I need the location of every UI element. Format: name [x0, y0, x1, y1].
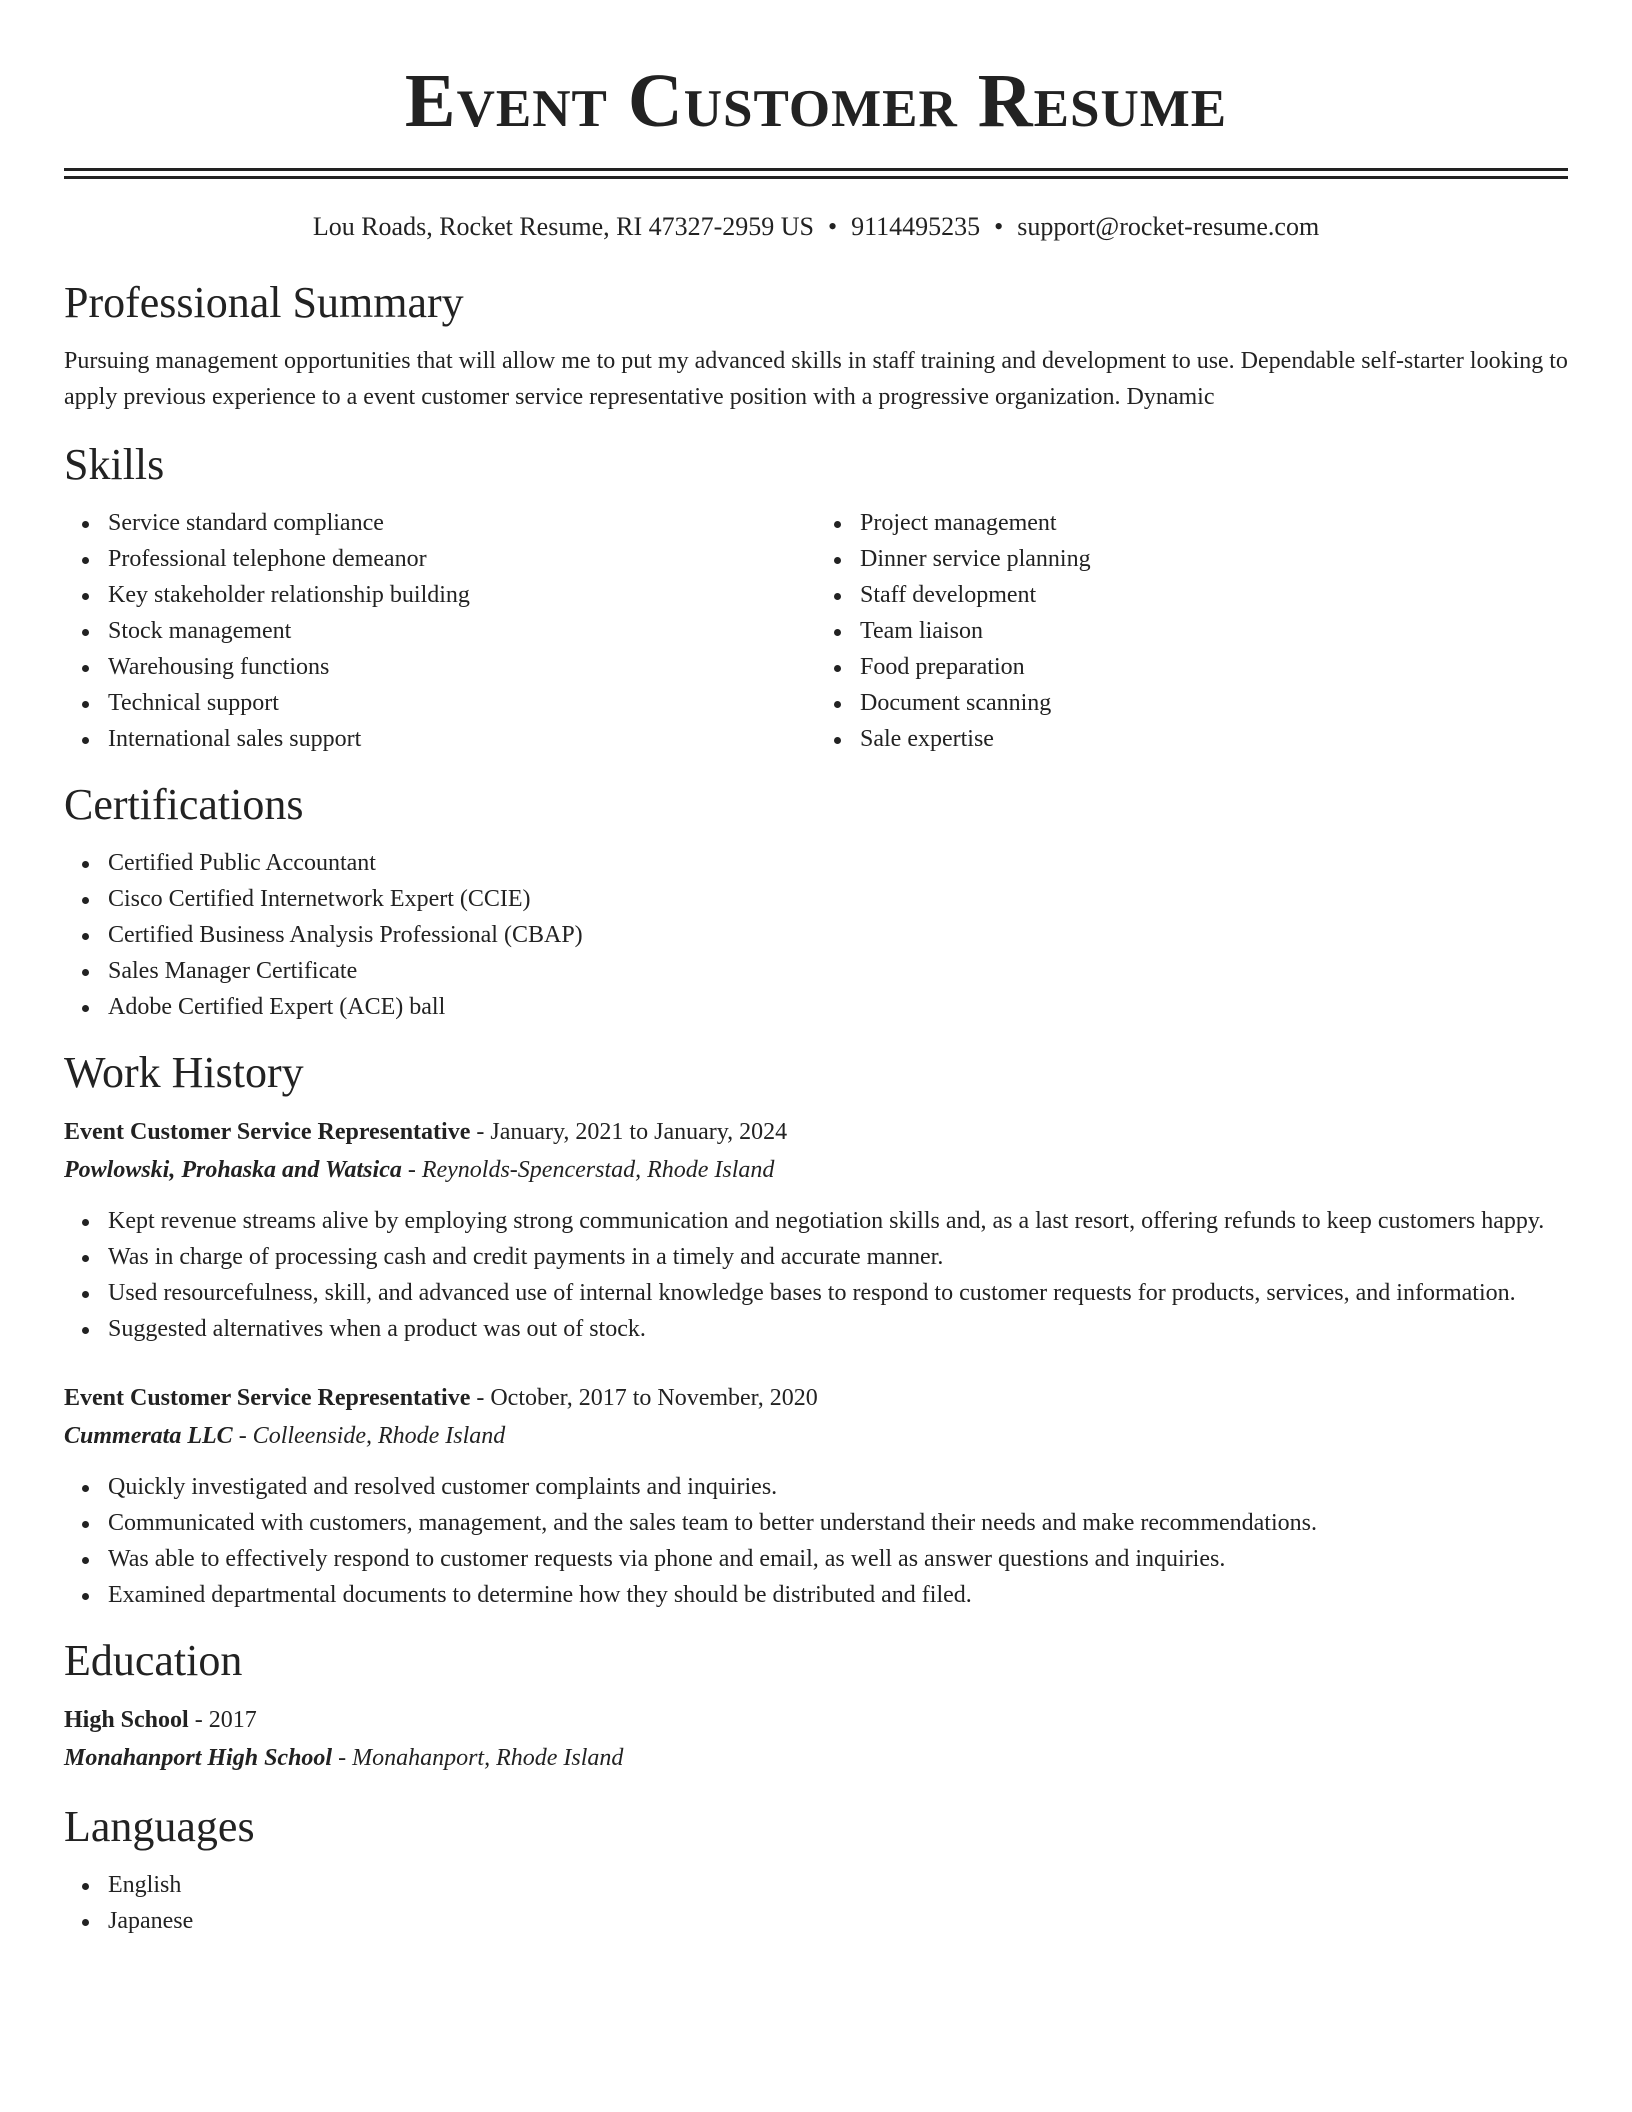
skills-heading: Skills [64, 440, 165, 489]
contact-line [64, 209, 1568, 245]
language-item: Japanese [108, 1903, 1568, 1939]
job-company-line [64, 1151, 1568, 1189]
skill-item: Stock management [108, 613, 816, 649]
skill-item: Service standard compliance [108, 505, 816, 541]
certifications-heading: Certifications [64, 780, 304, 829]
job-title-line [64, 1113, 1568, 1151]
job-duty: Quickly investigated and resolved customer complaints and inquiries. [108, 1469, 1568, 1505]
education-location: - Monahanport, Rhode Island [332, 1745, 624, 1771]
job-dates: - January, 2021 to January, 2024 [470, 1119, 788, 1145]
skill-item: Key stakeholder relationship building [108, 577, 816, 613]
education-school-line [64, 1739, 1568, 1777]
contact-email: support@rocket-resume.com [1017, 212, 1320, 241]
job-duties-list [64, 1469, 1568, 1613]
skill-item: Project management [860, 505, 1568, 541]
job-duty: Communicated with customers, management, and the sales team to better understand their needs and make recommendations. [108, 1505, 1568, 1541]
job-duty: Was able to effectively respond to customer requests via phone and email, as well as answer questions and inquiries. [108, 1541, 1568, 1577]
education-entry [64, 1701, 1568, 1777]
certification-item: Certified Business Analysis Professional (CBAP) [108, 917, 1568, 953]
job-entry [64, 1113, 1568, 1347]
skill-item: Dinner service planning [860, 541, 1568, 577]
job-company: Powlowski, Prohaska and Watsica [64, 1157, 402, 1183]
job-duty: Used resourcefulness, skill, and advanced use of internal knowledge bases to respond to customer requests for products, services, and information. [108, 1275, 1568, 1311]
job-role: Event Customer Service Representative [64, 1385, 471, 1411]
job-location: - Reynolds-Spencerstad, Rhode Island [401, 1157, 775, 1183]
summary-heading: Professional Summary [64, 278, 464, 327]
education-school: Monahanport High School [64, 1745, 333, 1771]
certifications-list [64, 845, 1568, 1025]
skill-item: Warehousing functions [108, 649, 816, 685]
language-item: English [108, 1867, 1568, 1903]
skill-item: Professional telephone demeanor [108, 541, 816, 577]
job-duty: Kept revenue streams alive by employing strong communication and negotiation skills and, as a last resort, offering refunds to keep customers happy. [108, 1203, 1568, 1239]
resume-title: Event Customer Resume [404, 59, 1228, 143]
skill-item: Staff development [860, 577, 1568, 613]
title-divider [64, 168, 1568, 179]
skill-item: Sale expertise [860, 721, 1568, 757]
job-entry [64, 1379, 1568, 1613]
work-history-heading: Work History [64, 1048, 304, 1097]
skills-list-right [816, 505, 1568, 757]
languages-list [64, 1867, 1568, 1939]
contact-separator: • [828, 212, 838, 241]
skill-item: Technical support [108, 685, 816, 721]
skill-item: Food preparation [860, 649, 1568, 685]
contact-separator: • [994, 212, 1004, 241]
contact-phone: 9114495235 [851, 212, 981, 241]
job-company: Cummerata LLC [64, 1423, 233, 1449]
job-dates: - October, 2017 to November, 2020 [470, 1385, 818, 1411]
job-duty: Examined departmental documents to determine how they should be distributed and filed. [108, 1577, 1568, 1613]
skill-item: International sales support [108, 721, 816, 757]
certification-item: Certified Public Accountant [108, 845, 1568, 881]
certification-item: Sales Manager Certificate [108, 953, 1568, 989]
summary-text: Pursuing management opportunities that will allow me to put my advanced skills in staff training and development to use. Dependable self-starter looking to apply previous experience to a event customer service representative position with a progressive organization. Dynamic [64, 348, 1568, 410]
education-heading: Education [64, 1636, 243, 1685]
education-degree: High School [64, 1707, 189, 1733]
job-duty: Was in charge of processing cash and credit payments in a timely and accurate manner. [108, 1239, 1568, 1275]
job-role: Event Customer Service Representative [64, 1119, 471, 1145]
education-degree-line [64, 1701, 1568, 1739]
skills-list-left [64, 505, 816, 757]
job-title-line [64, 1379, 1568, 1417]
certification-item: Adobe Certified Expert (ACE) ball [108, 989, 1568, 1025]
job-company-line [64, 1417, 1568, 1455]
job-duties-list [64, 1203, 1568, 1347]
job-duty: Suggested alternatives when a product was out of stock. [108, 1311, 1568, 1347]
education-year: - 2017 [188, 1707, 257, 1733]
skill-item: Document scanning [860, 685, 1568, 721]
certification-item: Cisco Certified Internetwork Expert (CCIE) [108, 881, 1568, 917]
job-location: - Colleenside, Rhode Island [232, 1423, 506, 1449]
contact-address: Lou Roads, Rocket Resume, RI 47327-2959 US [312, 212, 814, 241]
languages-heading: Languages [64, 1802, 255, 1851]
skills-columns [64, 505, 1568, 757]
skill-item: Team liaison [860, 613, 1568, 649]
